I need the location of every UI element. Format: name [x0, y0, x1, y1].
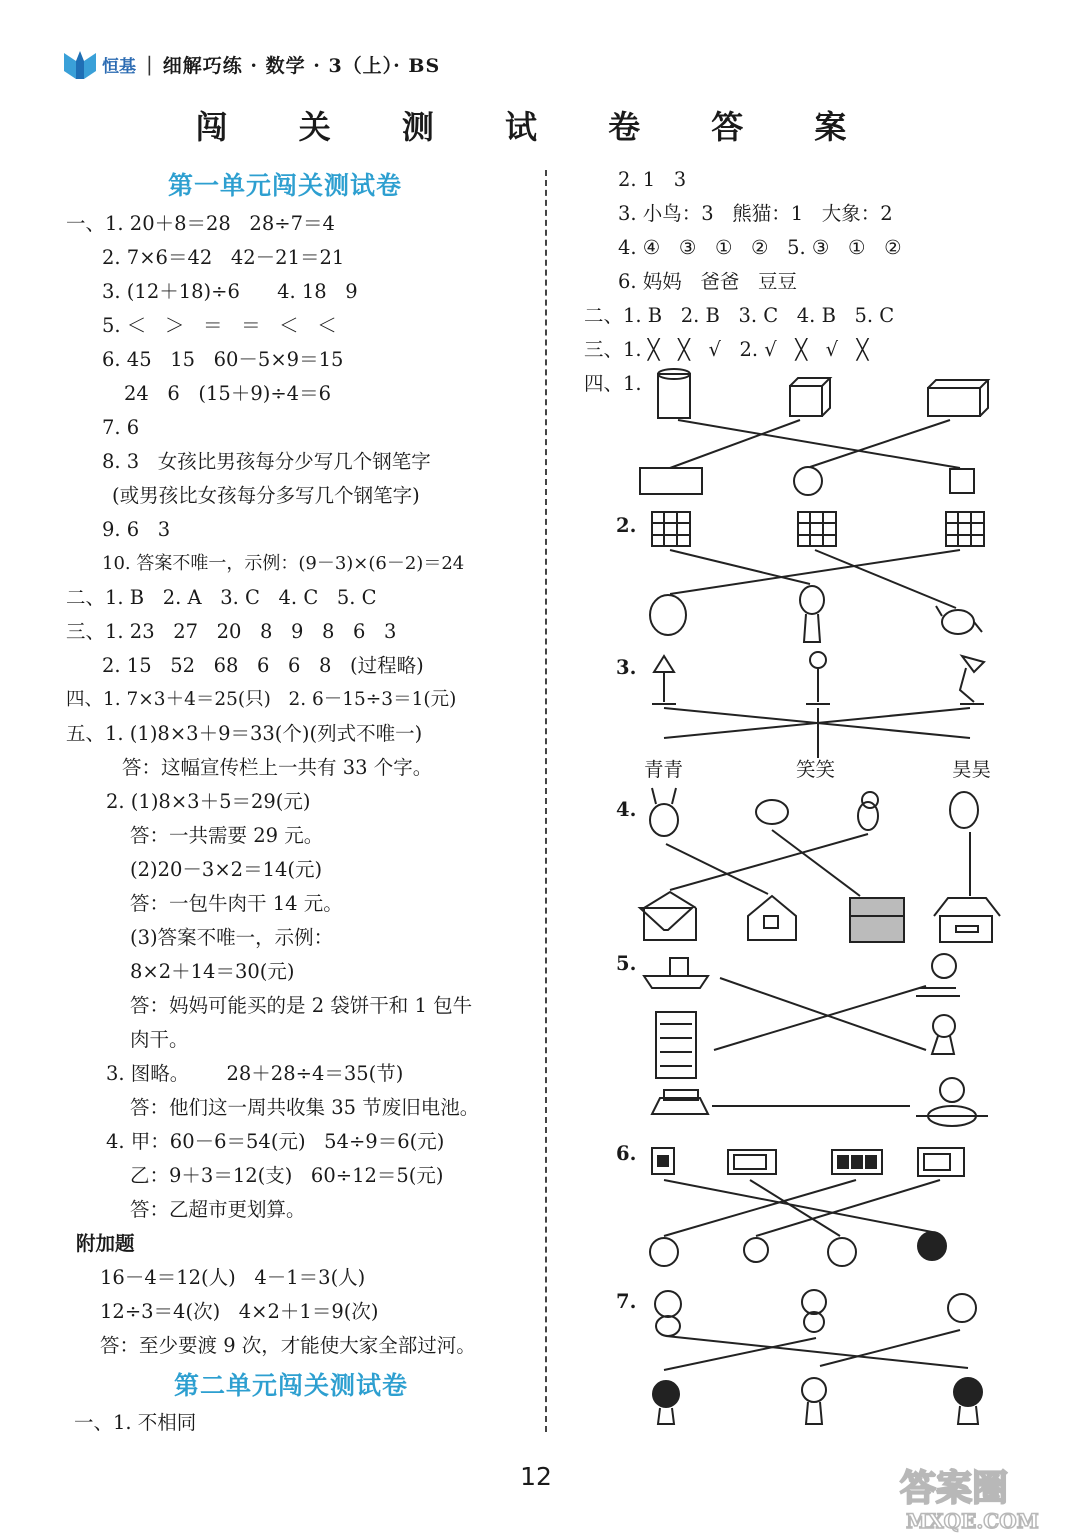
answer-line: 四、1.: [584, 372, 642, 395]
q-label: 7.: [616, 1290, 637, 1313]
answer-line: (3)答案不唯一，示例：: [130, 926, 334, 949]
q1-solids: [640, 369, 988, 495]
name-label: 笑笑: [796, 758, 836, 781]
answer-line: 8. 3 女孩比男孩每分少写几个钢笔字: [102, 450, 431, 473]
answer-line: 8×2＋14＝30(元): [130, 960, 295, 983]
matching-diagrams: [560, 360, 1060, 1440]
q5-views: [644, 954, 988, 1126]
answer-line: 答：这幅宣传栏上一共有 33 个字。: [122, 756, 433, 779]
watermark-logo-icon: [890, 1458, 1065, 1534]
answer-line: 2. 15 52 68 6 6 8 (过程略): [102, 654, 424, 677]
answer-line: 乙：9＋3＝12(支) 60÷12＝5(元): [130, 1164, 444, 1187]
unit1-title: 第一单元闯关测试卷: [167, 171, 402, 200]
answer-line: 2. 1 3: [618, 168, 687, 191]
answer-line: 答：一包牛肉干 14 元。: [130, 892, 343, 915]
q-label: 2.: [616, 514, 637, 537]
column-divider: [545, 170, 547, 1432]
answer-line: 6. 妈妈 爸爸 豆豆: [618, 270, 797, 293]
answer-line: 答：至少要渡 9 次，才能使大家全部过河。: [100, 1334, 476, 1357]
answer-line: 6. 45 15 60－5×9＝15: [102, 348, 344, 371]
answer-line: 答：他们这一周共收集 35 节废旧电池。: [130, 1096, 480, 1119]
q7-toys-people: [653, 1290, 982, 1424]
answer-line: 7. 6: [102, 416, 140, 439]
answer-line: 4. 甲：60－6＝54(元) 54÷9＝6(元): [106, 1130, 445, 1153]
q6-appliances-people: [650, 1148, 964, 1266]
publisher-logo-icon: [62, 47, 98, 81]
q-label: 6.: [616, 1142, 637, 1165]
answer-line: 3. 小鸟：3 熊猫：1 大象：2: [618, 202, 893, 225]
answer-line: 2. (1)8×3＋5＝29(元): [106, 790, 311, 813]
publisher-brand: 恒基: [102, 56, 136, 77]
left-answers: [66, 207, 536, 1363]
answer-line: 一、1. 20＋8＝28 28÷7＝4: [66, 212, 335, 235]
book-header: 恒基 | 细解巧练 · 数学 · 3（上）· BS: [62, 44, 440, 84]
answer-line: 4. ④ ③ ① ② 5. ③ ① ②: [618, 236, 902, 259]
name-label: 昊昊: [952, 758, 992, 781]
q-label: 4.: [616, 798, 637, 821]
answer-line: 三、1. 23 27 20 8 9 8 6 3: [66, 620, 397, 643]
answer-line: 24 6 (15＋9)÷4＝6: [124, 382, 331, 405]
unit2-title: 第二单元闯关测试卷: [173, 1371, 408, 1400]
answer-line: 答：乙超市更划算。: [130, 1198, 306, 1221]
answer-line: 5. ＜ ＞ ＝ ＝ ＜ ＜: [102, 314, 337, 337]
answer-line: (或男孩比女孩每分多写几个钢笔字): [112, 484, 420, 507]
answer-line: 答：妈妈可能买的是 2 袋饼干和 1 包牛: [130, 994, 473, 1017]
answer-line: (2)20－3×2＝14(元): [130, 858, 323, 881]
answer-line: 肉干。: [130, 1028, 189, 1051]
q4-animals-houses: [640, 788, 1000, 942]
answer-line: 二、1. B 2. A 3. C 4. C 5. C: [66, 586, 377, 609]
answer-line: 3. 图略。 28＋28÷4＝35(节): [106, 1062, 404, 1085]
answer-line: 一、1. 不相同: [74, 1411, 197, 1434]
answer-line: 三、1. ╳ ╳ √ 2. √ ╳ √ ╳: [584, 338, 869, 361]
answer-line: 10. 答案不唯一，示例：(9－3)×(6－2)＝24: [102, 553, 465, 574]
q3-lamps: [652, 652, 984, 758]
q-label: 5.: [616, 952, 637, 975]
answer-line: 二、1. B 2. B 3. C 4. B 5. C: [584, 304, 895, 327]
answer-line: 四、1. 7×3＋4＝25(只) 2. 6－15÷3＝1(元): [66, 689, 457, 710]
answer-line: 答：一共需要 29 元。: [130, 824, 324, 847]
book-title: 细解巧练 · 数学 · 3（上）· BS: [162, 54, 441, 77]
answer-line: 16－4＝12(人) 4－1＝3(人): [100, 1266, 366, 1289]
q-label: 3.: [616, 656, 637, 679]
answer-line: 五、1. (1)8×3＋9＝33(个)(列式不唯一): [66, 722, 423, 745]
svg-text:MXQE.COM: MXQE.COM: [906, 1509, 1039, 1533]
answer-line: 2. 7×6＝42 42－21＝21: [102, 246, 345, 269]
page-number: 12: [520, 1462, 552, 1491]
answer-line: 12÷3＝4(次) 4×2＋1＝9(次): [100, 1300, 379, 1323]
svg-text:答案圈: 答案圈: [900, 1467, 1009, 1509]
answer-line: 9. 6 3: [102, 518, 171, 541]
answer-line: 3. (12＋18)÷6 4. 18 9: [102, 280, 358, 303]
bonus-heading: 附加题: [76, 1232, 135, 1255]
q2-grids: [650, 512, 984, 642]
page-title: 闯 关 测 试 卷 答 案: [195, 108, 877, 146]
name-label: 青青: [644, 758, 684, 781]
